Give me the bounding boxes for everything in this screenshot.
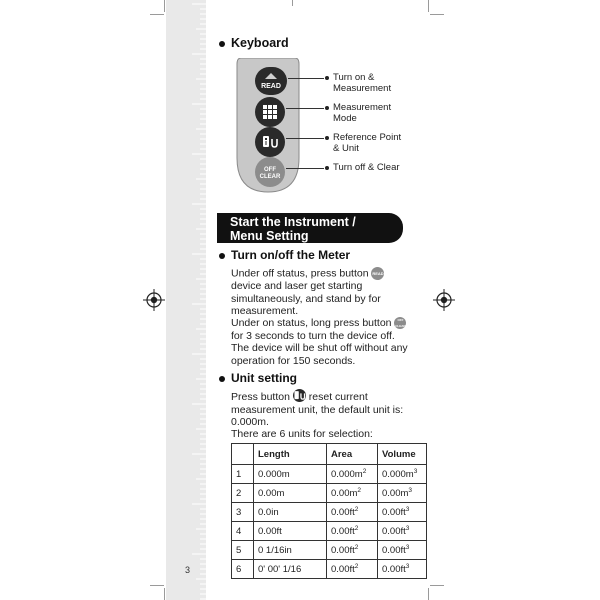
table-cell	[378, 503, 427, 522]
off-key-label: OFF	[264, 167, 276, 173]
power-text: for 3 seconds to turn the device off. The device will be shut off without any operation for 150 seconds.	[231, 329, 408, 367]
cell-exponent: 2	[354, 524, 359, 532]
crop-mark	[430, 14, 444, 15]
power-text: Under off status, press button	[231, 267, 369, 280]
bullet-icon	[219, 376, 225, 382]
cell-value: 5	[236, 544, 242, 556]
crop-mark	[164, 0, 165, 12]
power-heading: Turn on/off the Meter	[231, 248, 351, 262]
cell-exponent: 3	[405, 543, 410, 551]
key-desc-line: Turn off & Clear	[333, 162, 400, 173]
table-cell	[327, 465, 378, 484]
off-badge-label: OFF	[397, 318, 404, 323]
bullet-icon	[325, 166, 329, 170]
leader-line	[286, 138, 324, 139]
measurement-mode-button[interactable]	[255, 97, 285, 127]
table-cell	[327, 560, 378, 579]
cell-value: 1	[236, 468, 242, 480]
table-row	[232, 465, 427, 484]
unit-paragraph-2: There are 6 units for selection:	[231, 428, 373, 440]
section-banner	[217, 213, 403, 243]
key-desc-line: Turn on &	[333, 72, 375, 83]
cell-exponent: 3	[405, 505, 410, 513]
table-row	[232, 560, 427, 579]
key-desc-line: Mode	[333, 113, 357, 124]
unit-heading: Unit setting	[231, 371, 297, 385]
bullet-icon	[325, 136, 329, 140]
cell-exponent: 3	[405, 524, 410, 532]
cell-exponent: 2	[362, 467, 367, 475]
off-clear-button-icon	[255, 157, 285, 187]
table-cell	[327, 484, 378, 503]
table-cell	[327, 522, 378, 541]
cell-value: 4	[236, 525, 242, 537]
cell-value: 0.00ft	[331, 526, 355, 538]
cell-value: 3	[236, 506, 242, 518]
table-row	[232, 503, 427, 522]
table-header: Length	[254, 444, 327, 465]
read-badge-icon	[371, 267, 384, 280]
page-number: 3	[185, 565, 191, 575]
off-clear-badge-icon	[394, 317, 406, 329]
cell-value: 0.00ft	[331, 564, 355, 576]
reference-unit-badge-icon	[293, 389, 306, 402]
table-cell	[327, 541, 378, 560]
ruler-ticks	[166, 0, 206, 600]
cell-value: 0.0in	[258, 506, 279, 518]
power-paragraph-2	[231, 317, 409, 367]
cell-exponent: 3	[405, 562, 410, 570]
leader-line	[286, 108, 324, 109]
bullet-icon	[219, 41, 225, 47]
table-row	[232, 541, 427, 560]
table-cell	[378, 560, 427, 579]
key-desc-line: Measurement	[333, 83, 392, 94]
reference-unit-glyph-icon	[293, 389, 306, 402]
key-desc-off	[333, 162, 400, 173]
crop-mark	[428, 0, 429, 12]
registration-mark-icon	[143, 289, 165, 311]
cell-value: 0.00m	[331, 488, 358, 500]
cell-value: 2	[236, 487, 242, 499]
table-header	[232, 444, 254, 465]
crop-mark	[150, 585, 164, 586]
section-title-line2: Menu Setting	[230, 229, 309, 243]
cell-value: 0' 00' 1/16	[258, 563, 302, 575]
cell-value: 0.00m	[258, 487, 285, 499]
cell-exponent: 2	[354, 505, 359, 513]
crop-mark	[430, 585, 444, 586]
reference-unit-button[interactable]	[255, 127, 285, 157]
cell-value: 0.00ft	[331, 545, 355, 557]
bullet-icon	[325, 76, 329, 80]
cell-value: 0 1/16in	[258, 544, 292, 556]
section-title-line1: Start the Instrument /	[230, 215, 356, 229]
table-cell	[254, 465, 327, 484]
cell-value: 0.000m	[258, 468, 290, 480]
cell-value: 0.00ft	[382, 545, 406, 557]
table-cell	[232, 560, 254, 579]
cell-value: 0.00ft	[331, 507, 355, 519]
cell-value: 0.00ft	[258, 525, 282, 537]
key-desc-line: & Unit	[333, 143, 359, 154]
key-desc-line: Reference Point	[333, 132, 402, 143]
reference-unit-button-icon	[261, 133, 279, 151]
table-cell	[254, 522, 327, 541]
key-desc-mode	[333, 102, 391, 124]
off-clear-button[interactable]	[255, 157, 285, 187]
cell-value: 0.00ft	[382, 526, 406, 538]
table-cell	[254, 541, 327, 560]
bullet-icon	[219, 253, 225, 259]
cell-value: 0.00ft	[382, 507, 406, 519]
read-badge-label: READ	[372, 271, 384, 276]
table-cell	[232, 465, 254, 484]
crop-mark	[428, 588, 429, 600]
table-row	[232, 484, 427, 503]
table-cell	[232, 484, 254, 503]
table-cell	[378, 465, 427, 484]
unit-paragraph-1	[231, 389, 409, 429]
leader-line	[286, 168, 324, 169]
table-cell	[232, 503, 254, 522]
unit-text: Press button	[231, 391, 290, 403]
cell-exponent: 2	[354, 543, 359, 551]
table-row	[232, 522, 427, 541]
table-header: Area	[327, 444, 378, 465]
key-desc-read	[333, 72, 391, 94]
registration-mark-icon	[433, 289, 455, 311]
cell-value: 6	[236, 563, 242, 575]
table-cell	[232, 541, 254, 560]
cell-value: 0.00ft	[382, 564, 406, 576]
cell-exponent: 2	[354, 562, 359, 570]
table-cell	[378, 541, 427, 560]
read-button[interactable]	[255, 67, 287, 95]
cell-value: 0.000m	[331, 469, 363, 481]
ruler-strip	[166, 0, 206, 600]
table-cell	[327, 503, 378, 522]
clear-key-label: CLEAR	[259, 174, 281, 180]
crop-mark	[164, 588, 165, 600]
table-header: Volume	[378, 444, 427, 465]
table-cell	[378, 484, 427, 503]
bullet-icon	[325, 106, 329, 110]
table-cell	[378, 522, 427, 541]
key-desc-line: Measurement	[333, 102, 392, 113]
unit-text: reset current measurement unit, the default unit is: 0.000m.	[231, 391, 404, 428]
cell-exponent: 2	[357, 486, 362, 494]
keyboard-heading: Keyboard	[231, 36, 289, 50]
table-header-row	[232, 444, 427, 465]
cell-exponent: 3	[413, 467, 418, 475]
read-key-label: READ	[261, 83, 281, 90]
power-paragraph-1	[231, 267, 409, 318]
crop-mark	[150, 14, 164, 15]
leader-line	[288, 78, 324, 79]
read-button-icon	[255, 67, 287, 95]
cell-exponent: 3	[408, 486, 413, 494]
units-table	[231, 443, 427, 579]
power-text: device and laser get starting simultaneously, and stand by for measurement.	[231, 280, 381, 317]
table-cell	[254, 560, 327, 579]
table-cell	[254, 484, 327, 503]
cell-value: 0.000m	[382, 469, 414, 481]
table-cell	[232, 522, 254, 541]
clear-badge-label: CLEAR	[395, 324, 406, 329]
cell-value: 0.00m	[382, 488, 409, 500]
power-text: Under on status, long press button	[231, 317, 392, 329]
table-cell	[254, 503, 327, 522]
crop-mark	[292, 0, 293, 6]
grid-button-icon	[263, 105, 277, 119]
units-table-body	[232, 465, 427, 579]
key-desc-reference	[333, 132, 401, 154]
